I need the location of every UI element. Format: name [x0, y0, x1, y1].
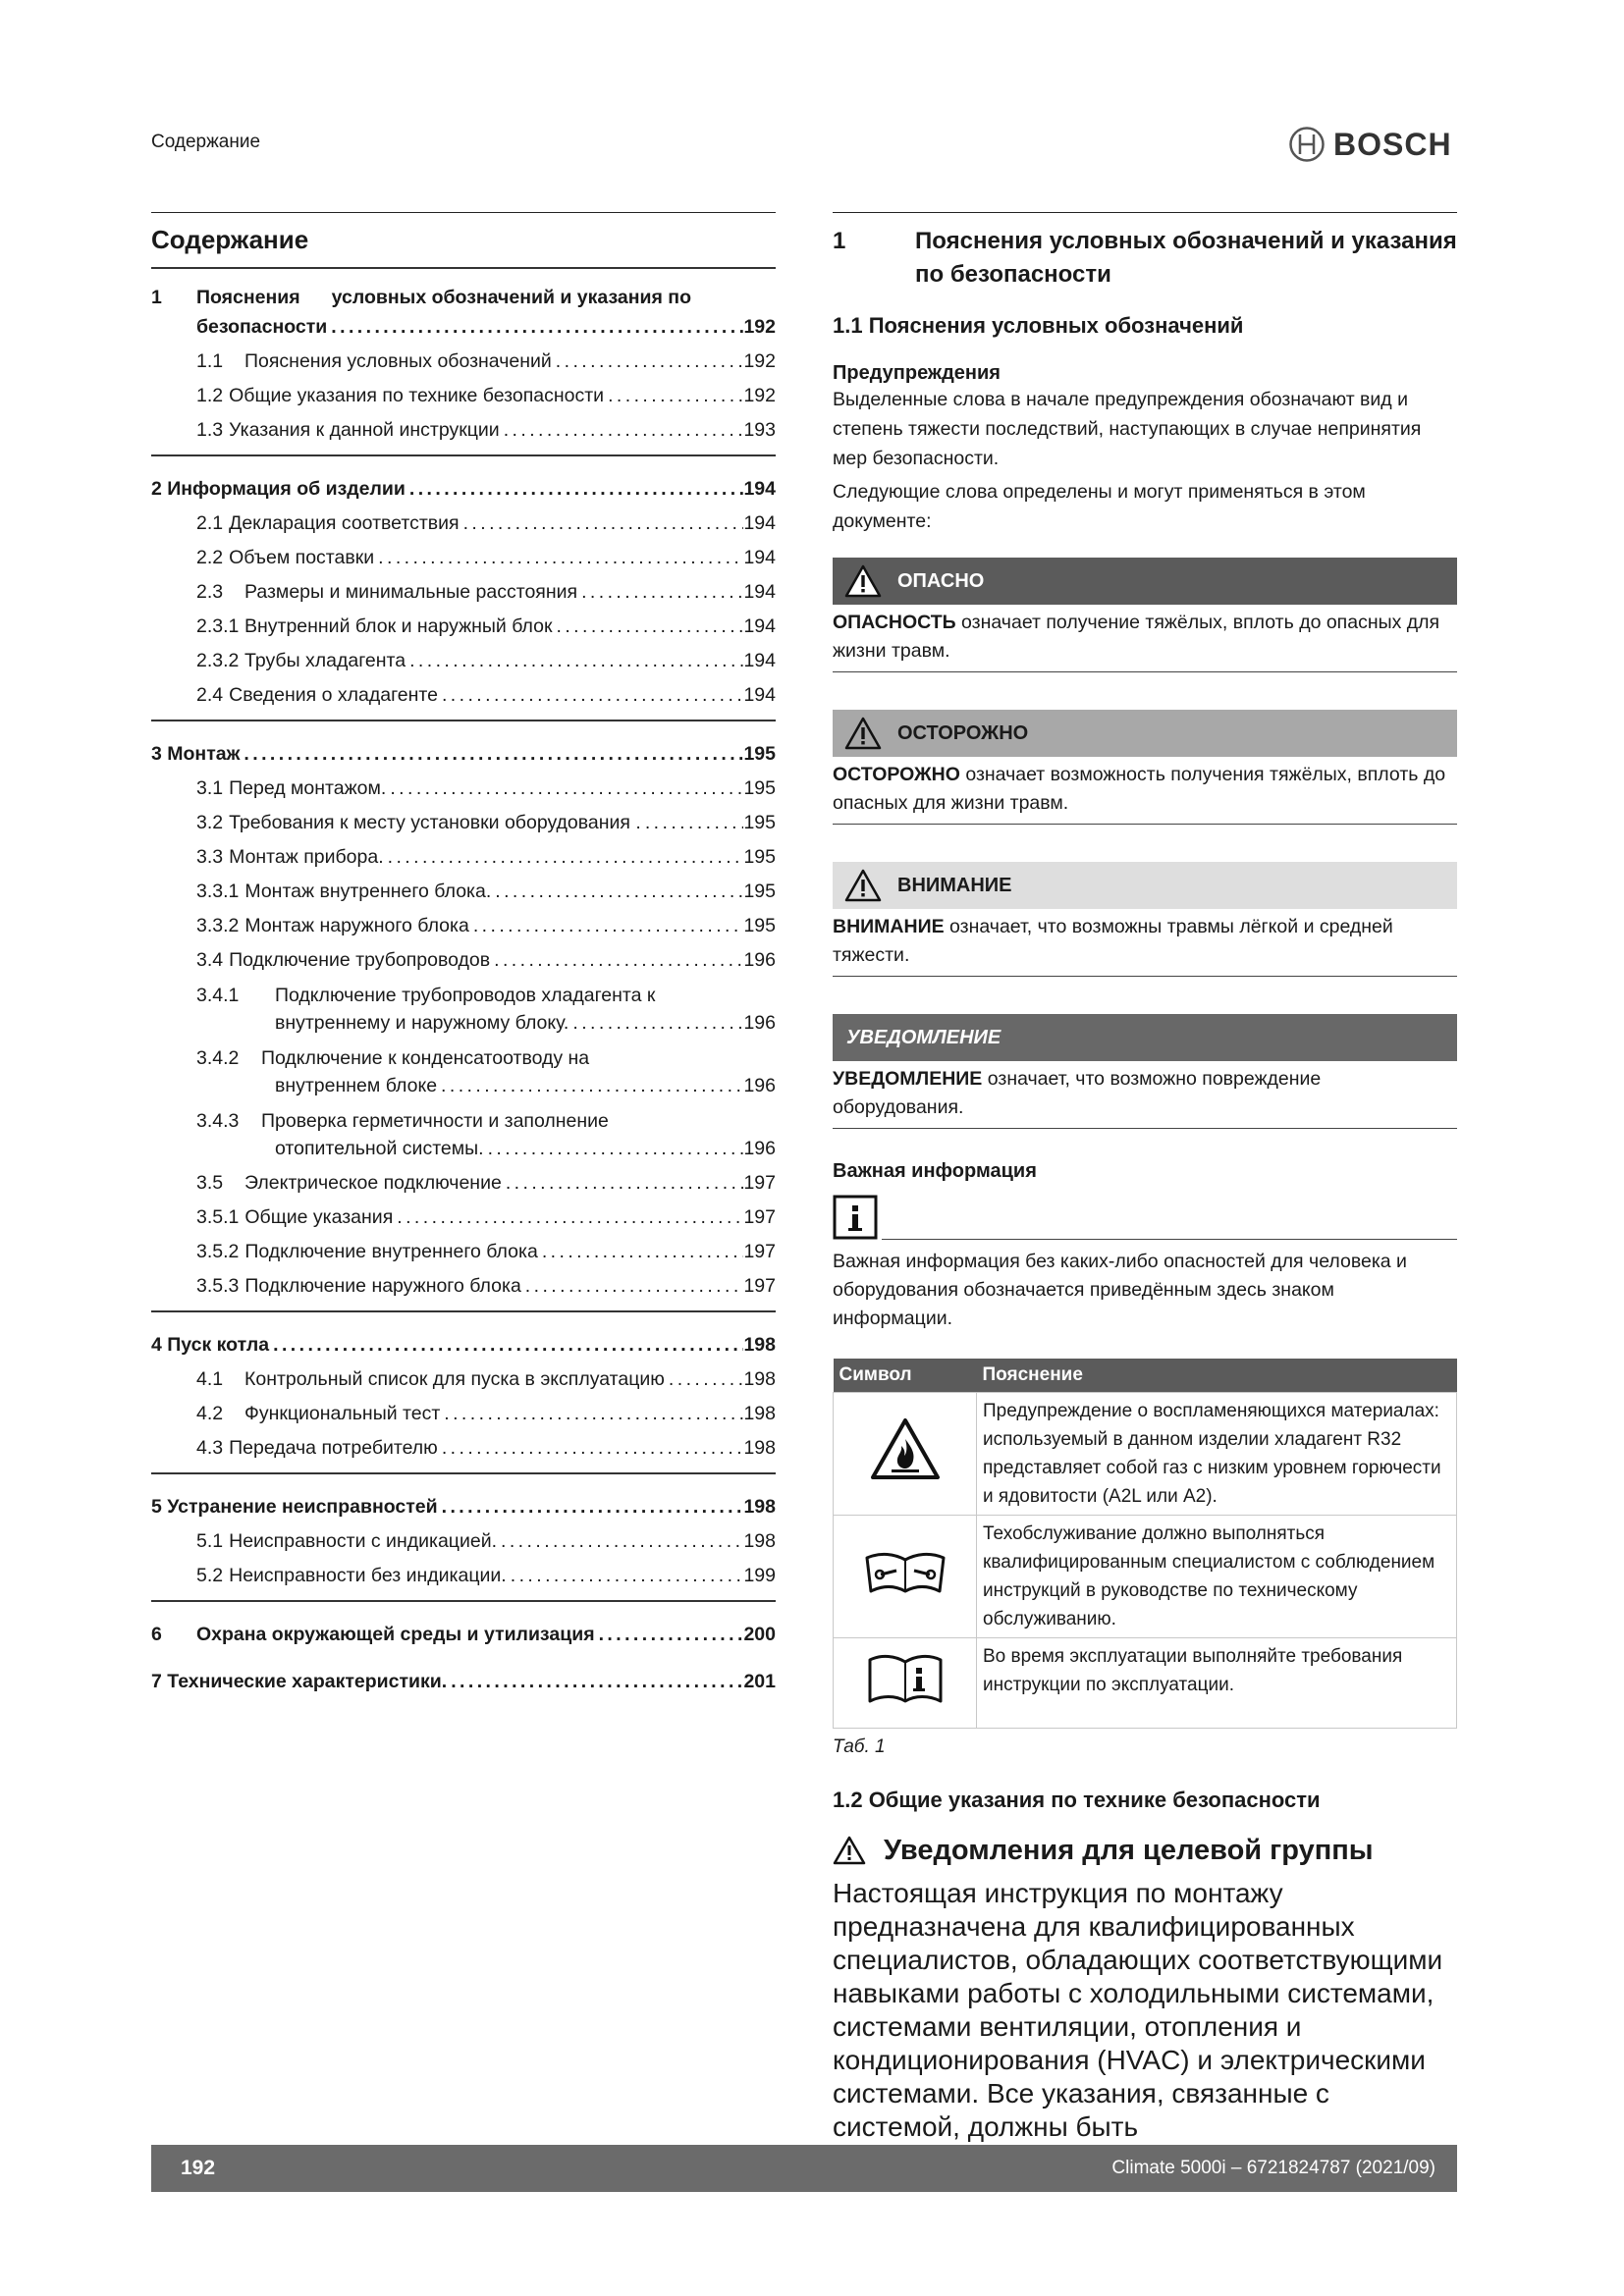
symbol-column-header: Символ: [834, 1359, 977, 1392]
toc-section-6: [151, 1600, 776, 1659]
section-heading: 1 Пояснения условных обозначений и указания по безопасности: [833, 228, 1457, 288]
toc-entry[interactable]: 3.5.1 Общие указания . . . 197: [196, 1201, 776, 1235]
target-group-heading: Уведомления для целевой группы: [833, 1835, 1457, 1867]
toc-entry[interactable]: 3.5 Электрическое подключение . . . 197: [196, 1166, 776, 1201]
page-footer: [151, 2145, 1457, 2192]
toc-heading: Содержание: [151, 225, 309, 254]
paragraph: Следующие слова определены и могут применяться в этом документе:: [833, 481, 1366, 532]
toc-entry[interactable]: 5.2 Неисправности без индикации. . . . 199: [196, 1559, 776, 1593]
toc-entry[interactable]: 3.4 Подключение трубопроводов . . . 196: [196, 943, 776, 978]
warning-triangle-icon: [844, 869, 882, 902]
table-row: Техобслуживание должно выполняться квалифицированным специалистом с соблюдением инструкций в руководстве по техническому обслуживанию.: [834, 1515, 1457, 1637]
toc-section-4: [151, 1310, 776, 1472]
toc-entry[interactable]: 3.3.1 Монтаж внутреннего блока. . . . 195: [196, 875, 776, 909]
bosch-armature-icon: [1288, 126, 1326, 163]
info-symbol-row: [833, 1195, 1457, 1240]
toc-entry[interactable]: 5 Устранение неисправностей . . . 198: [151, 1490, 776, 1524]
toc-entry[interactable]: 1 Пояснения условных обозначений и указания по: [151, 287, 692, 308]
table-row: Предупреждение о воспламеняющихся материалах: используемый в данном изделии хладагент R32 представляет собой газ с низким уровнем горючести и ядовитости (A2L или A2).: [834, 1392, 1457, 1515]
toc-entry[interactable]: 7 Технические характеристики. . . . 201: [151, 1665, 776, 1699]
toc-entry[interactable]: 2.1 Декларация соответствия . . . 194: [196, 507, 776, 541]
notice-label: УВЕДОМЛЕНИЕ: [846, 1026, 1001, 1048]
paragraph: Выделенные слова в начале предупреждения обозначают вид и степень тяжести последствий, наступающих в случае непринятия мер безопасности.: [833, 389, 1422, 469]
service-manual-icon: [861, 1548, 949, 1595]
warning-triangle-icon: [844, 717, 882, 750]
toc-entry[interactable]: 3.3.2 Монтаж наружного блока . . . 195: [196, 909, 776, 943]
toc-entry[interactable]: 2.2 Объем поставки . . . 194: [196, 541, 776, 575]
toc-entry[interactable]: 3.5.3 Подключение наружного блока . . . 197: [196, 1269, 776, 1304]
danger-label: ОПАСНО: [897, 569, 985, 592]
info-heading: Важная информация: [833, 1160, 1037, 1182]
toc-entry[interactable]: 3.1 Перед монтажом. . . . 195: [196, 772, 776, 806]
toc-section-1: [151, 267, 776, 454]
toc-entry[interactable]: 3 Монтаж . . . 195: [151, 737, 776, 772]
running-header: Содержание: [151, 132, 261, 152]
toc-entry[interactable]: 2.4 Сведения о хладагенте . . . 194: [196, 678, 776, 713]
toc-entry[interactable]: 4.3 Передача потребителю . . . 198: [196, 1431, 776, 1466]
toc-entry[interactable]: 2 Информация об изделии . . . 194: [151, 472, 776, 507]
toc-entry[interactable]: 2.3.1 Внутренний блок и наружный блок . . . 194: [196, 610, 776, 644]
toc-entry[interactable]: 2.3 Размеры и минимальные расстояния . . . 194: [196, 575, 776, 610]
info-icon: [833, 1195, 878, 1240]
explanation-column-header: Пояснение: [977, 1359, 1457, 1392]
toc-entry[interactable]: 4.1 Контрольный список для пуска в эксплуатацию . . . 198: [196, 1362, 776, 1397]
toc-section-2: [151, 454, 776, 720]
notice-block: УВЕДОМЛЕНИЕ УВЕДОМЛЕНИЕ означает, что возможно повреждение оборудования.: [833, 1014, 1457, 1129]
toc-entry[interactable]: 3.4.2 Подключение к конденсатоотводу на внутреннем блоке . . . 196: [196, 1041, 776, 1103]
caution-label: ОСТОРОЖНО: [897, 721, 1029, 744]
attention-block: ВНИМАНИЕ ВНИМАНИЕ означает, что возможны травмы лёгкой и средней тяжести.: [833, 862, 1457, 977]
symbol-table: [833, 1359, 1457, 1729]
toc-entry[interactable]: 3.4.3 Проверка герметичности и заполнение отопительной системы. . . . 196: [196, 1103, 776, 1166]
subsection-1-2-heading: 1.2 Общие указания по технике безопасности: [833, 1787, 1321, 1812]
danger-block: ОПАСНО ОПАСНОСТЬ означает получение тяжёлых, вплоть до опасных для жизни травм.: [833, 558, 1457, 672]
bosch-logo: [1288, 126, 1452, 163]
warning-triangle-icon: [833, 1836, 866, 1865]
toc-section-3: [151, 720, 776, 1310]
toc-section-5: [151, 1472, 776, 1600]
warnings-heading: Предупреждения: [833, 362, 1001, 384]
toc-entry[interactable]: безопасности . . . 192: [196, 310, 776, 345]
caution-block: ОСТОРОЖНО ОСТОРОЖНО означает возможность получения тяжёлых, вплоть до опасных для жизни травм.: [833, 710, 1457, 825]
warning-triangle-icon: [844, 564, 882, 598]
toc-entry[interactable]: 3.4.1 Подключение трубопроводов хладагента к внутреннему и наружному блоку. . . . 196: [196, 978, 776, 1041]
operating-manual-icon: [866, 1652, 945, 1705]
toc-entry[interactable]: 5.1 Неисправности с индикацией. . . . 198: [196, 1524, 776, 1559]
brand-name: BOSCH: [1333, 126, 1452, 162]
toc-entry[interactable]: 3.3 Монтаж прибора. . . . 195: [196, 840, 776, 875]
toc-entry[interactable]: 3.5.2 Подключение внутреннего блока . . . 197: [196, 1235, 776, 1269]
table-row: Во время эксплуатации выполняйте требования инструкции по эксплуатации.: [834, 1637, 1457, 1728]
toc-entry[interactable]: 4.2 Функциональный тест . . . 198: [196, 1397, 776, 1431]
subsection-1-1-heading: 1.1 Пояснения условных обозначений: [833, 313, 1244, 338]
toc-entry[interactable]: 2.3.2 Трубы хладагента . . . 194: [196, 644, 776, 678]
toc-entry[interactable]: 3.2 Требования к месту установки оборудования . . . . 195: [196, 806, 776, 840]
toc-section-7: [151, 1659, 776, 1706]
info-text: Важная информация без каких-либо опасностей для человека и оборудования обозначается приведённым здесь знаком информации.: [833, 1251, 1407, 1329]
content-column: [833, 212, 1457, 2144]
document-id: Climate 5000i – 6721824787 (2021/09): [1111, 2158, 1435, 2178]
page-number: 192: [181, 2157, 216, 2179]
toc-entry[interactable]: 6 Охрана окружающей среды и утилизация . . . 200: [151, 1618, 776, 1652]
flammable-warning-icon: [870, 1417, 941, 1480]
attention-label: ВНИМАНИЕ: [897, 874, 1012, 896]
table-caption: Таб. 1: [833, 1735, 886, 1757]
toc-entry[interactable]: 1.3 Указания к данной инструкции . . . 193: [196, 413, 776, 448]
toc-entry[interactable]: 1.2 Общие указания по технике безопасности . . . 192: [196, 379, 776, 413]
toc-entry[interactable]: 4 Пуск котла . . . 198: [151, 1328, 776, 1362]
table-of-contents: [151, 212, 776, 1706]
intro-paragraph: Настоящая инструкция по монтажу предназначена для квалифицированных специалистов, обладающих соответствующими навыками работы с холодильными системами, системами вентиляции, отопления и кондиционирования (HVAC) и электрическими системами. Все указания, связанные с системой, должны быть: [833, 1877, 1443, 2142]
toc-entry[interactable]: 1.1 Пояснения условных обозначений . . . 192: [196, 345, 776, 379]
